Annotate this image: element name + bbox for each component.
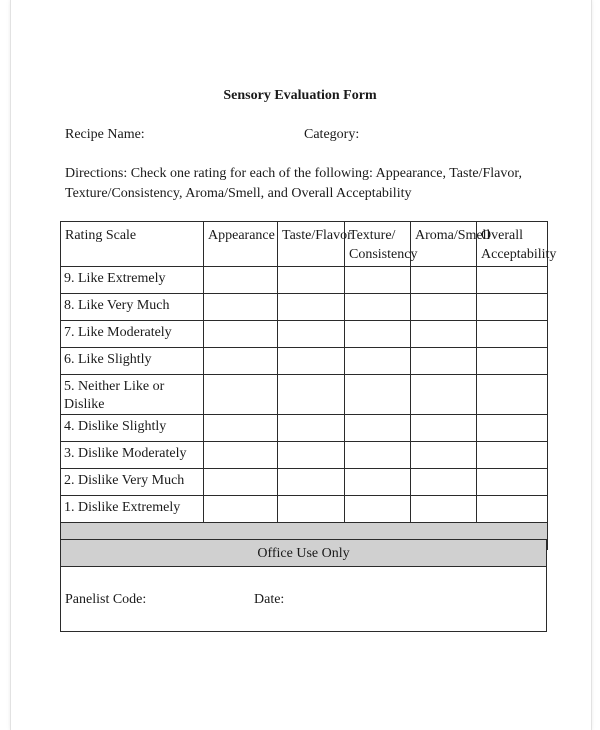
table-row	[61, 294, 548, 321]
form-title: Sensory Evaluation Form	[223, 88, 377, 103]
rating-cell[interactable]	[204, 415, 278, 442]
rating-cell[interactable]	[411, 469, 477, 496]
rating-cell[interactable]	[411, 496, 477, 523]
rating-label: 7. Like Moderately	[61, 321, 204, 348]
rating-cell[interactable]	[278, 321, 345, 348]
rating-cell[interactable]	[278, 496, 345, 523]
rating-cell[interactable]	[278, 348, 345, 375]
rating-label: 1. Dislike Extremely	[61, 496, 204, 523]
rating-cell[interactable]	[204, 321, 278, 348]
rating-cell[interactable]	[477, 415, 548, 442]
rating-cell[interactable]	[345, 442, 411, 469]
rating-cell[interactable]	[477, 294, 548, 321]
rating-cell[interactable]	[477, 321, 548, 348]
rating-table	[60, 221, 557, 550]
rating-cell[interactable]	[278, 267, 345, 294]
header-overall-acceptability: Overall Acceptability	[477, 222, 548, 267]
rating-cell[interactable]	[345, 415, 411, 442]
category-label: Category:	[304, 127, 360, 142]
rating-cell[interactable]	[411, 442, 477, 469]
rating-cell[interactable]	[411, 321, 477, 348]
rating-cell[interactable]	[411, 348, 477, 375]
rating-label: 9. Like Extremely	[61, 267, 204, 294]
office-use-heading: Office Use Only	[60, 539, 547, 567]
rating-label: 5. Neither Like or Dislike	[61, 375, 204, 415]
rating-cell[interactable]	[345, 348, 411, 375]
rating-label: 8. Like Very Much	[61, 294, 204, 321]
rating-label: 3. Dislike Moderately	[61, 442, 204, 469]
rating-label: 2. Dislike Very Much	[61, 469, 204, 496]
rating-cell[interactable]	[477, 496, 548, 523]
header-rating-scale: Rating Scale	[61, 222, 204, 267]
header-texture-consistency: Texture/ Consistency	[345, 222, 411, 267]
rating-cell[interactable]	[278, 415, 345, 442]
rating-label: 6. Like Slightly	[61, 348, 204, 375]
rating-cell[interactable]	[345, 267, 411, 294]
table-row	[61, 496, 548, 523]
table-row	[61, 375, 548, 415]
rating-cell[interactable]	[204, 348, 278, 375]
panelist-code-label: Panelist Code:	[65, 592, 147, 607]
rating-cell[interactable]	[345, 496, 411, 523]
rating-cell[interactable]	[411, 294, 477, 321]
rating-cell[interactable]	[204, 375, 278, 415]
date-label: Date:	[254, 592, 285, 607]
rating-cell[interactable]	[345, 294, 411, 321]
rating-cell[interactable]	[477, 267, 548, 294]
header-appearance: Appearance	[204, 222, 278, 267]
rating-label: 4. Dislike Slightly	[61, 415, 204, 442]
rating-cell[interactable]	[204, 469, 278, 496]
table-row	[61, 415, 548, 442]
rating-cell[interactable]	[411, 375, 477, 415]
rating-cell[interactable]	[204, 442, 278, 469]
table-row	[61, 321, 548, 348]
table-row	[61, 469, 548, 496]
rating-cell[interactable]	[345, 375, 411, 415]
table-row	[61, 267, 548, 294]
rating-cell[interactable]	[345, 321, 411, 348]
directions-text: Directions: Check one rating for each of the following: Appearance, Taste/Flavor, Texture/Consistency, Aroma/Smell, and Overall Acceptability	[65, 166, 522, 201]
rating-cell[interactable]	[278, 469, 345, 496]
rating-cell[interactable]	[477, 469, 548, 496]
rating-cell[interactable]	[477, 375, 548, 415]
recipe-name-label: Recipe Name:	[65, 127, 145, 142]
rating-cell[interactable]	[204, 294, 278, 321]
rating-cell[interactable]	[411, 267, 477, 294]
table-row	[61, 442, 548, 469]
rating-cell[interactable]	[477, 348, 548, 375]
rating-cell[interactable]	[204, 267, 278, 294]
rating-cell[interactable]	[411, 415, 477, 442]
rating-cell[interactable]	[278, 375, 345, 415]
table-header-row	[61, 222, 548, 267]
header-aroma-smell: Aroma/Smell	[411, 222, 477, 267]
rating-cell[interactable]	[278, 442, 345, 469]
header-taste-flavor: Taste/Flavor	[278, 222, 345, 267]
rating-cell[interactable]	[477, 442, 548, 469]
rating-cell[interactable]	[204, 496, 278, 523]
rating-cell[interactable]	[278, 294, 345, 321]
table-row	[61, 348, 548, 375]
rating-cell[interactable]	[345, 469, 411, 496]
